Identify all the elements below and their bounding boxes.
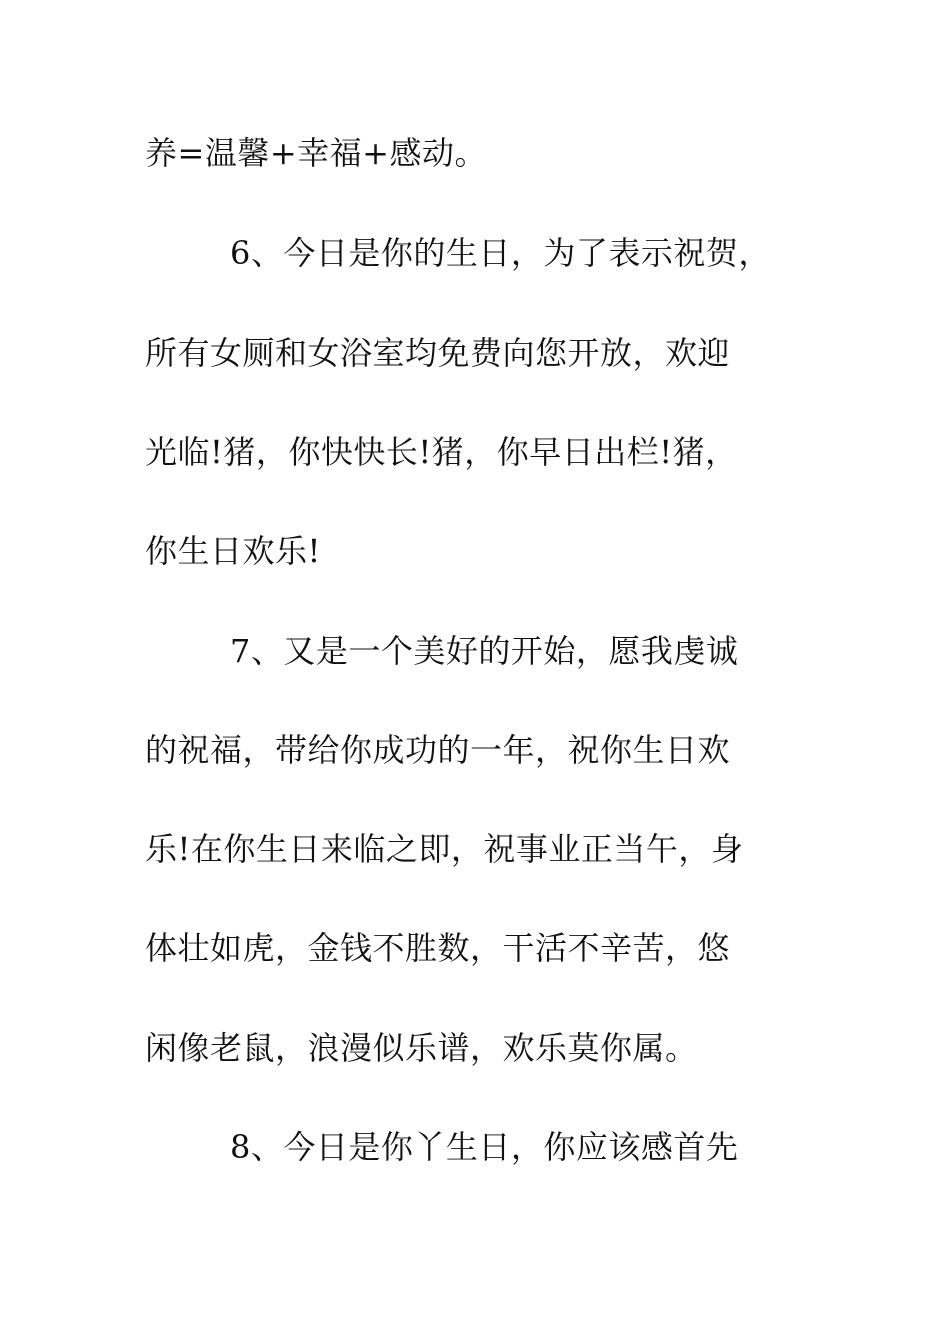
text-line-10: 闲像老鼠，浪漫似乐谱，欢乐莫你属。 — [145, 1029, 698, 1067]
text-line-3: 所有女厕和女浴室均免费向您开放，欢迎 — [145, 334, 731, 372]
text-line-8: 乐!在你生日来临之即，祝事业正当午，身 — [145, 830, 744, 868]
text-line-9: 体壮如虎，金钱不胜数，干活不辛苦，悠 — [145, 929, 731, 967]
text-line-7: 的祝福，带给你成功的一年，祝你生日欢 — [145, 731, 731, 769]
text-line-6: 7、又是一个美好的开始，愿我虔诚 — [230, 632, 739, 670]
text-line-5: 你生日欢乐! — [145, 532, 321, 570]
text-line-1: 养=温馨+幸福+感动。 — [145, 134, 487, 172]
text-line-2: 6、今日是你的生日，为了表示祝贺， — [230, 234, 771, 272]
text-line-4: 光临!猪，你快快长!猪，你早日出栏!猪， — [145, 433, 738, 471]
text-line-11: 8、今日是你丫生日，你应该感首先 — [230, 1128, 739, 1166]
